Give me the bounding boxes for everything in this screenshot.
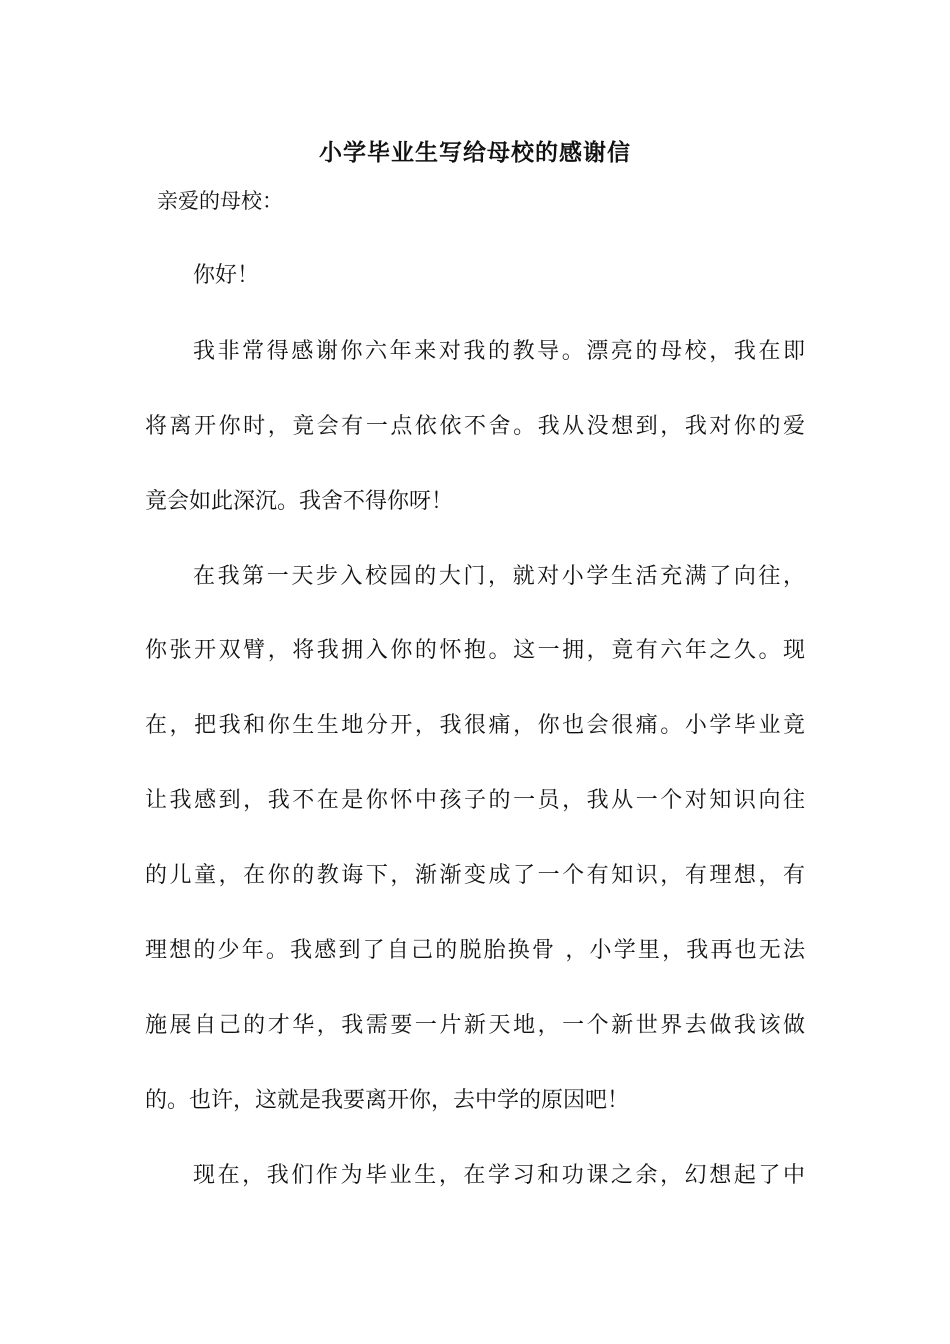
paragraph-line: 在我第一天步入校园的大门，就对小学生活充满了向往， — [193, 564, 805, 589]
letter-title: 小学毕业生写给母校的感谢信 — [319, 139, 631, 166]
paragraph-line: 你张开双臂，将我拥入你的怀抱。这一拥，竟有六年之久。现 — [145, 638, 805, 663]
paragraph-line: 将离开你时，竟会有一点依依不舍。我从没想到，我对你的爱 — [145, 414, 805, 439]
paragraph-line: 理想的少年。我感到了自己的脱胎换骨 ，小学里，我再也无法 — [145, 938, 805, 963]
paragraph-line: 的儿童，在你的教诲下，渐渐变成了一个有知识，有理想，有 — [145, 863, 805, 888]
paragraph-line: 的。也许，这就是我要离开你，去中学的原因吧！ — [145, 1088, 630, 1113]
paragraph-line: 在，把我和你生生地分开，我很痛，你也会很痛。小学毕业竟 — [145, 713, 805, 738]
paragraph-line: 施展自己的才华，我需要一片新天地，一个新世界去做我该做 — [145, 1013, 805, 1038]
paragraph-line: 现在，我们作为毕业生，在学习和功课之余，幻想起了中 — [193, 1163, 805, 1188]
paragraph-line: 竟会如此深沉。我舍不得你呀！ — [145, 489, 454, 514]
paragraph-line: 让我感到，我不在是你怀中孩子的一员，我从一个对知识向往 — [145, 788, 805, 813]
paragraph-line: 我非常得感谢你六年来对我的教导。漂亮的母校，我在即 — [193, 339, 805, 364]
greeting-line: 你好！ — [193, 263, 260, 288]
salutation: 亲爱的母校： — [157, 189, 283, 213]
